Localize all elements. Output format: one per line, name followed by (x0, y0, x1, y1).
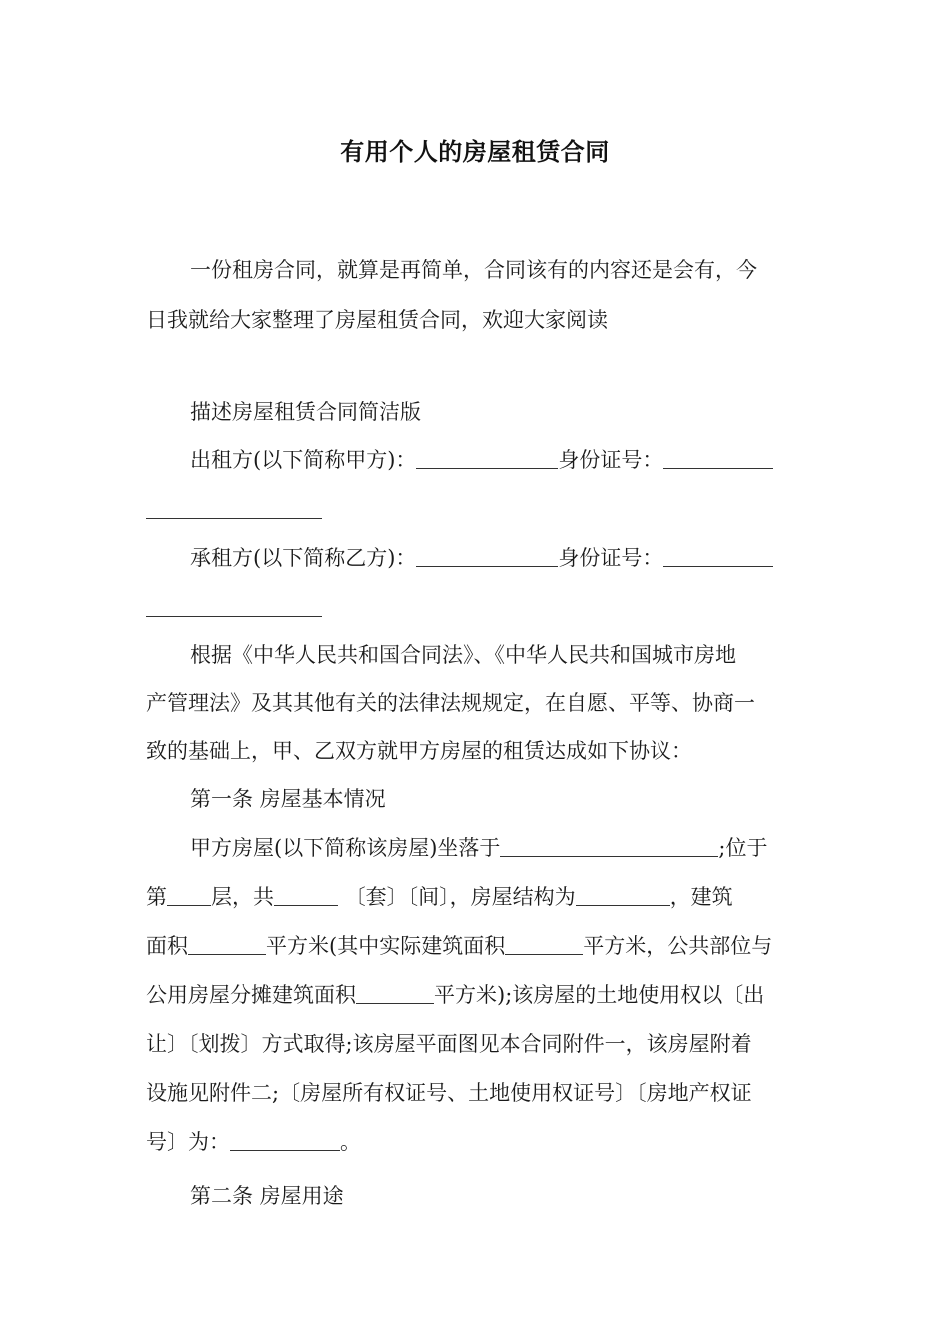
article1-line-1 (190, 833, 806, 863)
article1-l3-text-a: 面积 (146, 934, 188, 958)
article1-l7-tail: 。 (340, 1130, 361, 1154)
article1-l2-text-c: 〔套〕〔间〕，房屋结构为 (344, 885, 576, 909)
lessee-line (190, 543, 806, 573)
lessor-id-label: 身份证号： (558, 448, 664, 472)
article1-line-6: 设施见附件二;〔房屋所有权证号、土地使用权证号〕〔房地产权证 (146, 1081, 752, 1105)
lessor-id-blank (663, 448, 773, 469)
section-heading: 描述房屋租赁合同简洁版 (190, 400, 421, 424)
lessee-id-blank (663, 546, 773, 567)
article1-line-4 (146, 980, 806, 1010)
article1-l4-text-b: 平方米);该房屋的土地使用权以〔出 (434, 983, 765, 1007)
intro-line-1: 一份租房合同，就算是再简单，合同该有的内容还是会有，今 (190, 258, 757, 282)
basis-line-2: 产管理法》及其其他有关的法律法规规定，在自愿、平等、协商一 (146, 691, 755, 715)
lessee-id-label: 身份证号： (558, 546, 664, 570)
lessee-label: 承租方(以下简称乙方)： (190, 546, 417, 570)
article1-l2-text-d: ，建筑 (669, 885, 733, 909)
article1-l1-tail: ;位于 (718, 836, 768, 860)
floor-blank (167, 885, 211, 906)
article1-l1-text: 甲方房屋(以下简称该房屋)坐落于 (190, 836, 501, 860)
lessor-name-blank (416, 448, 558, 469)
article1-line-5: 让〕〔划拨〕方式取得;该房屋平面图见本合同附件一，该房屋附着 (146, 1032, 752, 1056)
intro-line-2: 日我就给大家整理了房屋租赁合同，欢迎大家阅读 (146, 308, 608, 332)
certificate-number-blank (230, 1130, 340, 1151)
lessor-label: 出租方(以下简称甲方)： (190, 448, 417, 472)
article2-title: 第二条 房屋用途 (190, 1184, 344, 1208)
document-title: 有用个人的房屋租赁合同 (340, 138, 610, 166)
article1-line-7 (146, 1127, 806, 1157)
lessee-name-blank (416, 546, 558, 567)
actual-area-blank (505, 934, 583, 955)
lessee-id-blank-continued (146, 616, 322, 617)
basis-line-1: 根据《中华人民共和国合同法》、《中华人民共和国城市房地 (190, 643, 736, 667)
total-floors-blank (274, 885, 338, 906)
article1-title: 第一条 房屋基本情况 (190, 787, 386, 811)
shared-area-blank (356, 983, 434, 1004)
article1-l7-text: 号〕为： (146, 1130, 230, 1154)
article1-l4-text-a: 公用房屋分摊建筑面积 (146, 983, 356, 1007)
article1-l2-text-a: 第 (146, 885, 167, 909)
basis-line-3: 致的基础上，甲、乙双方就甲方房屋的租赁达成如下协议： (146, 739, 692, 763)
lessor-line (190, 445, 806, 475)
location-blank (500, 836, 718, 857)
area-blank (188, 934, 266, 955)
lessor-id-blank-continued (146, 518, 322, 519)
article1-l3-text-c: 平方米，公共部位与 (583, 934, 773, 958)
article1-line-3 (146, 931, 806, 961)
article1-l3-text-b: 平方米(其中实际建筑面积 (266, 934, 506, 958)
article1-l2-text-b: 层，共 (211, 885, 274, 909)
structure-blank (576, 885, 670, 906)
article1-line-2 (146, 882, 806, 912)
